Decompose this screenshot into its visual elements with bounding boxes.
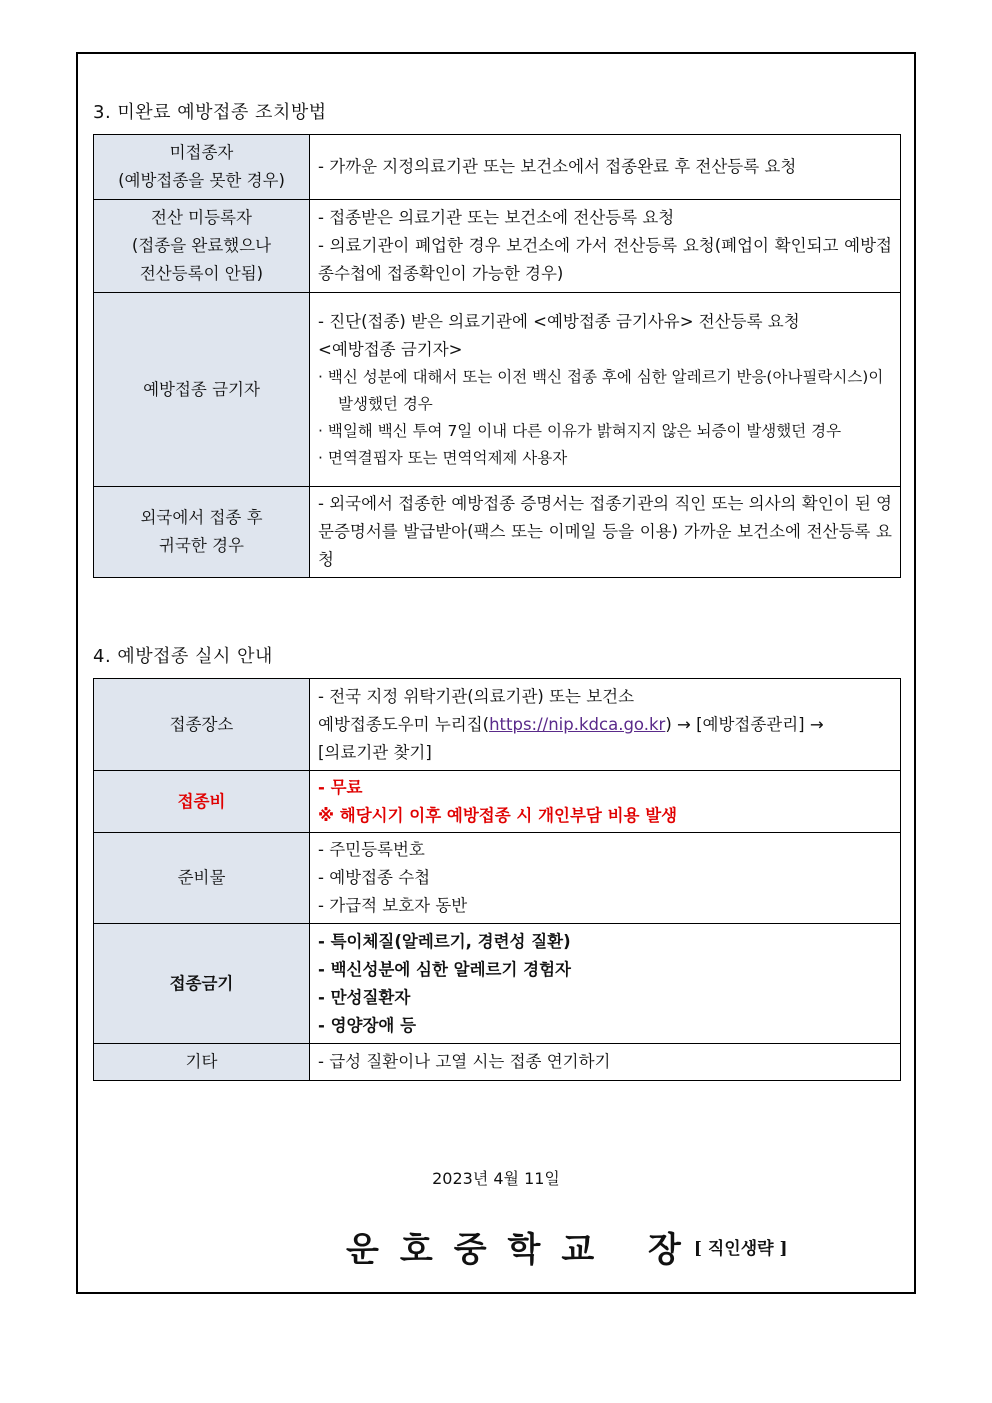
row-label: 기타 [94, 1044, 310, 1081]
table-row [94, 771, 901, 833]
table-row [94, 1044, 901, 1081]
row-label: 접종장소 [94, 679, 310, 771]
row-label: 준비물 [94, 833, 310, 924]
table-row [94, 833, 901, 924]
table-row [94, 135, 901, 200]
table-row [94, 487, 901, 578]
table-row [94, 293, 901, 487]
section4-table [93, 678, 901, 1081]
row-content: - 주민등록번호 - 예방접종 수첩 - 가급적 보호자 동반 [310, 833, 901, 924]
nip-link[interactable]: https://nip.kdca.go.kr [489, 714, 666, 734]
contraindication-bullet: · 면역결핍자 또는 면역억제제 사용자 [318, 448, 568, 467]
row-label: 전산 미등록자 (접종을 완료했으나 전산등록이 안됨) [94, 200, 310, 293]
row-content: - 진단(접종) 받은 의료기관에 <예방접종 금기사유> 전산등록 요청 <예방접종 금기자> · 백신 성분에 대해서 또는 이전 백신 접종 후에 심한 알레르기 반응(아나필락시스)이 발생했던 경우 · 백일해 백신 투여 7일 이내 다른 이유가 밝혀지지 않은 뇌증이 발생했던 경우 · 면역결핍자 또는 면역억제제 사용자 [310, 293, 901, 487]
section4-title: 4. 예방접종 실시 안내 [93, 646, 273, 667]
signature-block [346, 1222, 788, 1271]
row-label: 예방접종 금기자 [94, 293, 310, 487]
row-content: - 특이체질(알레르기, 경련성 질환) - 백신성분에 심한 알레르기 경험자 - 만성질환자 - 영양장애 등 [310, 924, 901, 1044]
contraindication-bullet: · 백일해 백신 투여 7일 이내 다른 이유가 밝혀지지 않은 뇌증이 발생했던 경우 [318, 421, 842, 440]
section3-title: 3. 미완료 예방접종 조치방법 [93, 102, 327, 123]
issue-date: 2023년 4월 11일 [432, 1169, 560, 1188]
row-content: - 외국에서 접종한 예방접종 증명서는 접종기관의 직인 또는 의사의 확인이 된 영문증명서를 발급받아(팩스 또는 이메일 등을 이용) 가까운 보건소에 전산등록 요청 [310, 487, 901, 578]
seal-omitted-note: [ 직인생략 ] [693, 1239, 788, 1259]
table-row [94, 924, 901, 1044]
table-row [94, 679, 901, 771]
row-label: 미접종자 (예방접종을 못한 경우) [94, 135, 310, 200]
row-label: 외국에서 접종 후 귀국한 경우 [94, 487, 310, 578]
row-content: - 전국 지정 위탁기관(의료기관) 또는 보건소 예방접종도우미 누리집(https://nip.kdca.go.kr) → [예방접종관리] → [의료기관 찾기] [310, 679, 901, 771]
row-content: - 접종받은 의료기관 또는 보건소에 전산등록 요청 - 의료기관이 폐업한 경우 보건소에 가서 전산등록 요청(폐업이 확인되고 예방접종수첩에 접종확인이 가능한 경우) [310, 200, 901, 293]
row-content: - 무료 ※ 해당시기 이후 예방접종 시 개인부담 비용 발생 [310, 771, 901, 833]
section3-table [93, 134, 901, 578]
table-row [94, 200, 901, 293]
row-content: - 급성 질환이나 고열 시는 접종 연기하기 [310, 1044, 901, 1081]
principal-signature: 운호중학교 장 [346, 1230, 702, 1270]
row-label: 접종비 [94, 771, 310, 833]
contraindication-bullet: · 백신 성분에 대해서 또는 이전 백신 접종 후에 심한 알레르기 반응(아나필락시스)이 발생했던 경우 [318, 367, 884, 413]
row-label: 접종금기 [94, 924, 310, 1044]
row-content: - 가까운 지정의료기관 또는 보건소에서 접종완료 후 전산등록 요청 [310, 135, 901, 200]
